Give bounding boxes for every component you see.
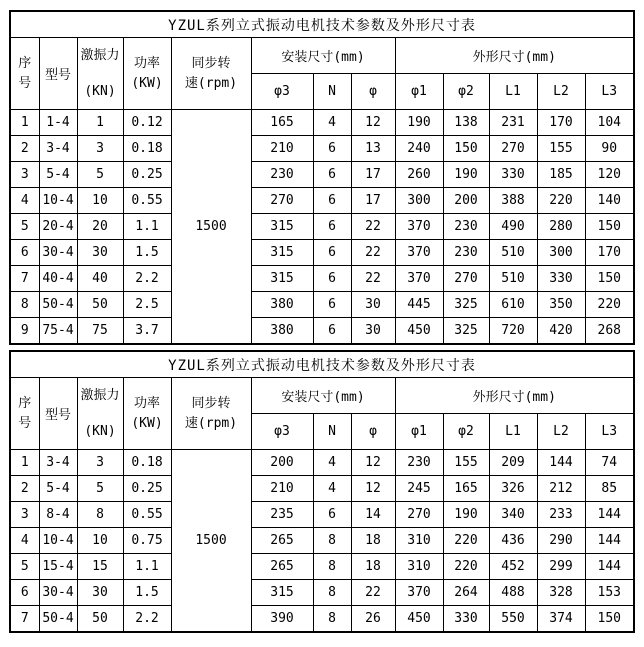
- cell: 510: [489, 240, 537, 266]
- cell: 104: [585, 110, 634, 136]
- table-row: [10, 476, 634, 502]
- cell: 0.12: [123, 110, 171, 136]
- cell: 6: [313, 292, 351, 318]
- cell: 270: [443, 266, 489, 292]
- cell: 310: [395, 554, 443, 580]
- cell: 220: [537, 188, 585, 214]
- header-model: 型号: [39, 378, 77, 450]
- cell: 390: [251, 606, 313, 633]
- cell: 6: [313, 266, 351, 292]
- cell: 490: [489, 214, 537, 240]
- cell: 230: [395, 450, 443, 476]
- cell: 315: [251, 240, 313, 266]
- cell: 150: [585, 266, 634, 292]
- header-phi1: φ1: [395, 74, 443, 110]
- cell: 315: [251, 214, 313, 240]
- cell: 5-4: [39, 476, 77, 502]
- cell: 155: [443, 450, 489, 476]
- cell: 488: [489, 580, 537, 606]
- header-speed-line2: 速(rpm): [184, 415, 238, 431]
- cell: 144: [585, 528, 634, 554]
- cell: 2: [10, 476, 39, 502]
- cell: 22: [351, 580, 395, 606]
- cell: 30: [351, 292, 395, 318]
- cell: 50-4: [39, 606, 77, 633]
- cell: 9: [10, 318, 39, 345]
- table-title: YZUL系列立式振动电机技术参数及外形尺寸表: [10, 11, 634, 38]
- header-speed-line1: 同步转: [191, 55, 231, 71]
- header-force: [77, 378, 123, 450]
- header-phi3: φ3: [251, 414, 313, 450]
- cell: 1.5: [123, 580, 171, 606]
- table-title: YZUL系列立式振动电机技术参数及外形尺寸表: [10, 351, 634, 378]
- cell: 550: [489, 606, 537, 633]
- cell: 4: [313, 450, 351, 476]
- cell: 452: [489, 554, 537, 580]
- cell: 340: [489, 502, 537, 528]
- cell: 6: [10, 580, 39, 606]
- cell: 235: [251, 502, 313, 528]
- cell: 7: [10, 606, 39, 633]
- header-install-group: 安装尺寸(mm): [251, 378, 395, 414]
- cell: 140: [585, 188, 634, 214]
- cell: 260: [395, 162, 443, 188]
- cell: 14: [351, 502, 395, 528]
- cell: 144: [585, 502, 634, 528]
- cell: 1.1: [123, 214, 171, 240]
- cell: 75: [77, 318, 123, 345]
- cell: 40: [77, 266, 123, 292]
- table-title-row: [10, 11, 634, 38]
- cell: 310: [395, 528, 443, 554]
- cell: 450: [395, 606, 443, 633]
- cell: 2: [10, 136, 39, 162]
- cell: 3: [77, 136, 123, 162]
- cell: 4: [313, 476, 351, 502]
- cell: 265: [251, 528, 313, 554]
- table-row: [10, 240, 634, 266]
- cell: 1-4: [39, 110, 77, 136]
- cell: 30: [77, 580, 123, 606]
- cell: 3: [10, 502, 39, 528]
- cell: 200: [443, 188, 489, 214]
- header-seq: [10, 378, 39, 450]
- header-l1: L1: [489, 74, 537, 110]
- cell: 1: [10, 110, 39, 136]
- cell: 209: [489, 450, 537, 476]
- cell: 30: [351, 318, 395, 345]
- cell: 2.2: [123, 606, 171, 633]
- cell: 8: [313, 554, 351, 580]
- cell: 450: [395, 318, 443, 345]
- header-seq-line1: 序: [18, 395, 32, 411]
- cell: 22: [351, 214, 395, 240]
- header-power-line2: (KW): [131, 75, 163, 91]
- header-n: N: [313, 414, 351, 450]
- cell: 299: [537, 554, 585, 580]
- cell: 330: [489, 162, 537, 188]
- cell: 1: [77, 110, 123, 136]
- spec-table-2: [9, 350, 635, 633]
- header-seq-line2: 号: [18, 415, 32, 431]
- cell: 245: [395, 476, 443, 502]
- header-force-line1: 激振力: [80, 387, 120, 403]
- cell: 10-4: [39, 188, 77, 214]
- cell: 300: [537, 240, 585, 266]
- header-speed: [171, 38, 251, 110]
- cell: 325: [443, 292, 489, 318]
- header-phi: φ: [351, 414, 395, 450]
- table-row: [10, 528, 634, 554]
- cell: 610: [489, 292, 537, 318]
- cell: 2.5: [123, 292, 171, 318]
- header-speed-line1: 同步转: [191, 395, 231, 411]
- cell: 3.7: [123, 318, 171, 345]
- header-power: [123, 378, 171, 450]
- header-row-groups: [10, 38, 634, 74]
- cell: 74: [585, 450, 634, 476]
- cell: 8: [313, 528, 351, 554]
- header-row-groups: [10, 378, 634, 414]
- cell: 270: [489, 136, 537, 162]
- cell: 5: [77, 162, 123, 188]
- cell: 5: [10, 214, 39, 240]
- cell: 10: [77, 188, 123, 214]
- cell: 326: [489, 476, 537, 502]
- header-l2: L2: [537, 414, 585, 450]
- cell: 150: [585, 606, 634, 633]
- cell: 220: [443, 528, 489, 554]
- cell: 85: [585, 476, 634, 502]
- cell: 220: [443, 554, 489, 580]
- cell: 30: [77, 240, 123, 266]
- table-row: [10, 214, 634, 240]
- cell: 0.55: [123, 188, 171, 214]
- header-phi3: φ3: [251, 74, 313, 110]
- header-phi2: φ2: [443, 74, 489, 110]
- cell: 144: [537, 450, 585, 476]
- cell: 0.75: [123, 528, 171, 554]
- cell: 3-4: [39, 136, 77, 162]
- cell: 1: [10, 450, 39, 476]
- cell: 270: [251, 188, 313, 214]
- cell: 12: [351, 110, 395, 136]
- cell: 153: [585, 580, 634, 606]
- cell: 240: [395, 136, 443, 162]
- header-outline-group: 外形尺寸(mm): [395, 378, 634, 414]
- cell: 388: [489, 188, 537, 214]
- cell: 138: [443, 110, 489, 136]
- header-phi: φ: [351, 74, 395, 110]
- cell: 290: [537, 528, 585, 554]
- cell: 233: [537, 502, 585, 528]
- cell: 265: [251, 554, 313, 580]
- table-row: [10, 266, 634, 292]
- cell: 315: [251, 266, 313, 292]
- cell: 15-4: [39, 554, 77, 580]
- cell: 212: [537, 476, 585, 502]
- cell: 210: [251, 476, 313, 502]
- cell: 6: [313, 240, 351, 266]
- cell: 170: [585, 240, 634, 266]
- cell: 6: [313, 188, 351, 214]
- cell: 300: [395, 188, 443, 214]
- cell: 380: [251, 292, 313, 318]
- cell: 2.2: [123, 266, 171, 292]
- header-force: [77, 38, 123, 110]
- cell: 15: [77, 554, 123, 580]
- cell: 12: [351, 450, 395, 476]
- cell: 50-4: [39, 292, 77, 318]
- cell: 374: [537, 606, 585, 633]
- cell: 6: [313, 214, 351, 240]
- cell: 18: [351, 528, 395, 554]
- header-phi2: φ2: [443, 414, 489, 450]
- header-force-line2: (KN): [84, 423, 116, 439]
- header-seq-line2: 号: [18, 75, 32, 91]
- cell: 0.18: [123, 136, 171, 162]
- cell: 370: [395, 580, 443, 606]
- cell: 20-4: [39, 214, 77, 240]
- cell: 50: [77, 606, 123, 633]
- cell: 3: [10, 162, 39, 188]
- cell: 230: [443, 240, 489, 266]
- cell: 0.55: [123, 502, 171, 528]
- cell: 18: [351, 554, 395, 580]
- cell: 22: [351, 240, 395, 266]
- cell: 0.18: [123, 450, 171, 476]
- cell: 6: [313, 136, 351, 162]
- cell: 5: [10, 554, 39, 580]
- cell: 420: [537, 318, 585, 345]
- cell: 6: [313, 318, 351, 345]
- header-outline-group: 外形尺寸(mm): [395, 38, 634, 74]
- cell: 190: [395, 110, 443, 136]
- cell: 12: [351, 476, 395, 502]
- cell: 436: [489, 528, 537, 554]
- speed-cell: 1500: [171, 110, 251, 345]
- cell: 264: [443, 580, 489, 606]
- cell: 4: [313, 110, 351, 136]
- header-seq: [10, 38, 39, 110]
- header-power-line2: (KW): [131, 415, 163, 431]
- cell: 150: [585, 214, 634, 240]
- cell: 445: [395, 292, 443, 318]
- cell: 3: [77, 450, 123, 476]
- cell: 17: [351, 188, 395, 214]
- header-speed: [171, 378, 251, 450]
- cell: 0.25: [123, 476, 171, 502]
- cell: 190: [443, 162, 489, 188]
- cell: 90: [585, 136, 634, 162]
- cell: 30-4: [39, 580, 77, 606]
- cell: 10: [77, 528, 123, 554]
- table-row: [10, 502, 634, 528]
- cell: 380: [251, 318, 313, 345]
- cell: 270: [395, 502, 443, 528]
- cell: 10-4: [39, 528, 77, 554]
- cell: 370: [395, 266, 443, 292]
- cell: 230: [443, 214, 489, 240]
- header-l2: L2: [537, 74, 585, 110]
- header-l3: L3: [585, 74, 634, 110]
- cell: 315: [251, 580, 313, 606]
- table-row: [10, 554, 634, 580]
- header-power-line1: 功率: [133, 55, 160, 71]
- cell: 40-4: [39, 266, 77, 292]
- cell: 30-4: [39, 240, 77, 266]
- cell: 4: [10, 188, 39, 214]
- header-speed-line2: 速(rpm): [184, 75, 238, 91]
- header-l3: L3: [585, 414, 634, 450]
- cell: 8-4: [39, 502, 77, 528]
- cell: 5-4: [39, 162, 77, 188]
- header-seq-line1: 序: [18, 55, 32, 71]
- cell: 165: [443, 476, 489, 502]
- cell: 8: [10, 292, 39, 318]
- cell: 3-4: [39, 450, 77, 476]
- cell: 325: [443, 318, 489, 345]
- table-row: [10, 162, 634, 188]
- cell: 5: [77, 476, 123, 502]
- cell: 120: [585, 162, 634, 188]
- cell: 165: [251, 110, 313, 136]
- cell: 200: [251, 450, 313, 476]
- cell: 50: [77, 292, 123, 318]
- cell: 20: [77, 214, 123, 240]
- table-row: [10, 292, 634, 318]
- cell: 7: [10, 266, 39, 292]
- table-row: [10, 580, 634, 606]
- cell: 230: [251, 162, 313, 188]
- cell: 13: [351, 136, 395, 162]
- cell: 8: [313, 606, 351, 633]
- cell: 185: [537, 162, 585, 188]
- cell: 6: [10, 240, 39, 266]
- cell: 6: [313, 502, 351, 528]
- cell: 75-4: [39, 318, 77, 345]
- cell: 190: [443, 502, 489, 528]
- cell: 144: [585, 554, 634, 580]
- header-model: 型号: [39, 38, 77, 110]
- cell: 170: [537, 110, 585, 136]
- header-install-group: 安装尺寸(mm): [251, 38, 395, 74]
- header-l1: L1: [489, 414, 537, 450]
- cell: 4: [10, 528, 39, 554]
- cell: 370: [395, 240, 443, 266]
- cell: 8: [77, 502, 123, 528]
- table-row: [10, 606, 634, 633]
- cell: 330: [537, 266, 585, 292]
- cell: 8: [313, 580, 351, 606]
- table-row: [10, 110, 634, 136]
- header-phi1: φ1: [395, 414, 443, 450]
- table-row: [10, 450, 634, 476]
- header-force-line2: (KN): [84, 83, 116, 99]
- cell: 510: [489, 266, 537, 292]
- cell: 22: [351, 266, 395, 292]
- cell: 350: [537, 292, 585, 318]
- cell: 370: [395, 214, 443, 240]
- speed-cell: 1500: [171, 450, 251, 633]
- cell: 210: [251, 136, 313, 162]
- cell: 280: [537, 214, 585, 240]
- cell: 17: [351, 162, 395, 188]
- cell: 1.1: [123, 554, 171, 580]
- table-row: [10, 136, 634, 162]
- table-row: [10, 318, 634, 345]
- cell: 1.5: [123, 240, 171, 266]
- table-row: [10, 188, 634, 214]
- header-power: [123, 38, 171, 110]
- cell: 220: [585, 292, 634, 318]
- header-n: N: [313, 74, 351, 110]
- header-force-line1: 激振力: [80, 47, 120, 63]
- table-title-row: [10, 351, 634, 378]
- cell: 328: [537, 580, 585, 606]
- cell: 155: [537, 136, 585, 162]
- cell: 0.25: [123, 162, 171, 188]
- cell: 26: [351, 606, 395, 633]
- header-power-line1: 功率: [133, 395, 160, 411]
- cell: 720: [489, 318, 537, 345]
- cell: 231: [489, 110, 537, 136]
- cell: 150: [443, 136, 489, 162]
- cell: 6: [313, 162, 351, 188]
- spec-table-1: [9, 10, 635, 345]
- cell: 268: [585, 318, 634, 345]
- table-body: [10, 110, 634, 345]
- cell: 330: [443, 606, 489, 633]
- table-body: [10, 450, 634, 633]
